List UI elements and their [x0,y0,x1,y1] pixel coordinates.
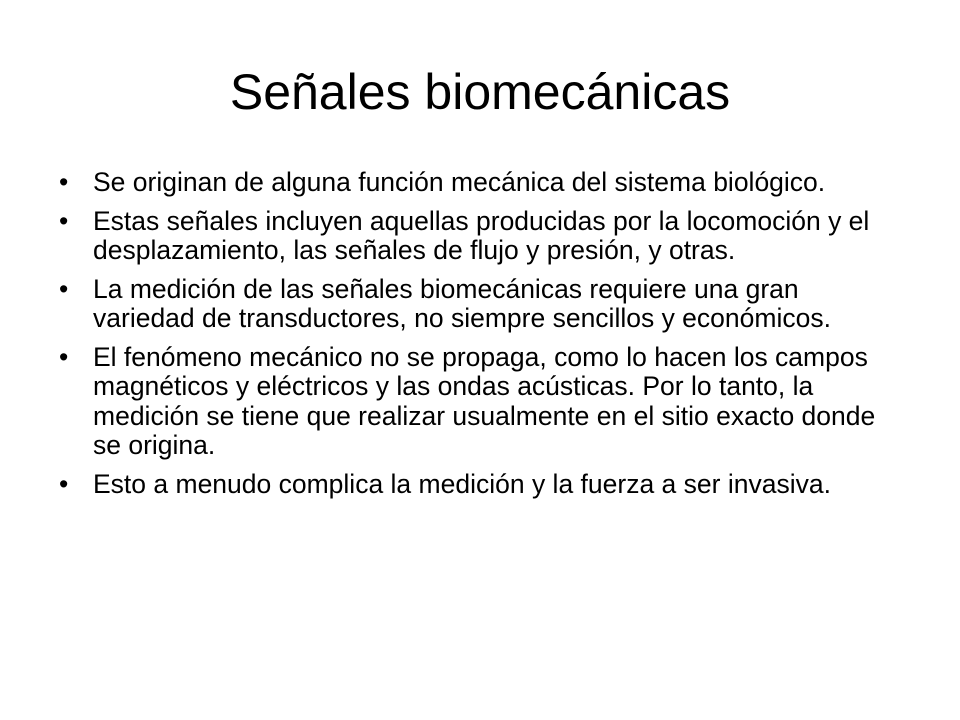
bullet-item [59,168,901,198]
bullet-marker: • [59,341,69,372]
bullet-text: Se originan de alguna función mecánica del sistema biológico. [93,167,826,197]
bullet-marker: • [59,468,69,499]
bullet-marker: • [59,273,69,304]
bullet-text: Esto a menudo complica la medición y la fuerza a ser invasiva. [93,468,831,499]
bullet-item [59,343,901,461]
bullet-text: La medición de las señales biomecánicas requiere una gran variedad de transductores, no siempre sencillos y económicos. [93,273,831,333]
bullet-list [59,168,901,508]
bullet-item [59,275,901,334]
bullet-item [59,207,901,266]
bullet-marker: • [59,167,69,197]
bullet-item [59,470,901,500]
bullet-text: Estas señales incluyen aquellas producidas por la locomoción y el desplazamiento, las señales de flujo y presión, y otras. [93,205,870,265]
bullet-marker: • [59,205,69,236]
bullet-text: El fenómeno mecánico no se propaga, como lo hacen los campos magnéticos y eléctricos y las ondas acústicas. Por lo tanto, la medición se tiene que realizar usualmente en el sitio exacto donde se origina. [93,341,876,460]
slide-title: Señales biomecánicas [229,64,731,120]
